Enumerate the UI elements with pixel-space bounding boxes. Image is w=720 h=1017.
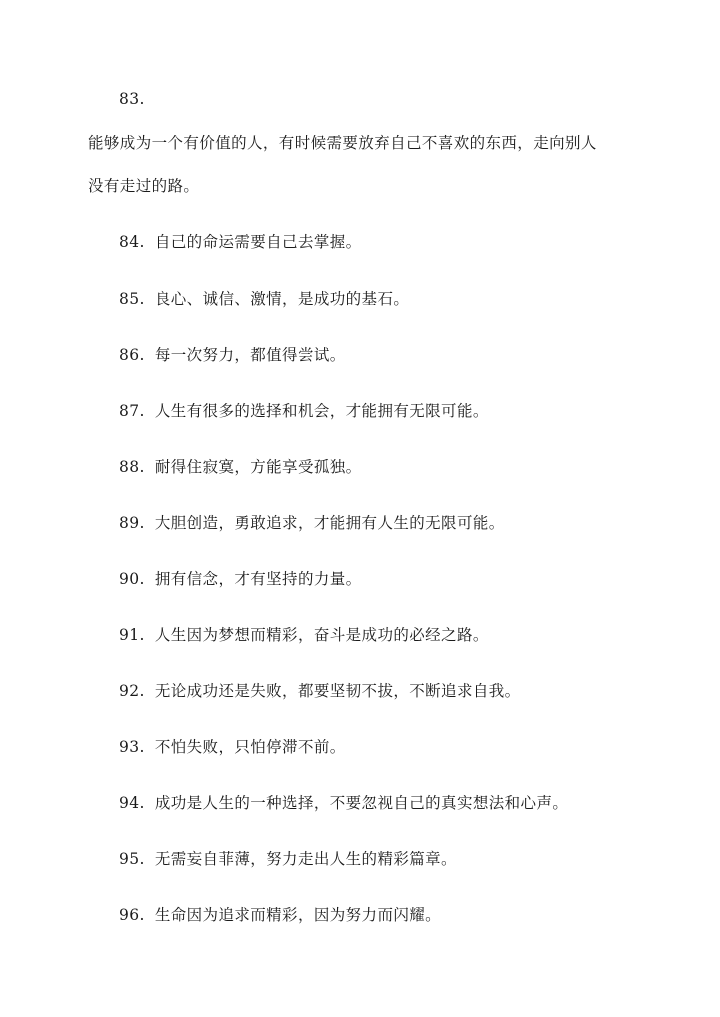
item-text: 成功是人生的一种选择，不要忽视自己的真实想法和心声。 bbox=[154, 794, 569, 812]
list-item-91 bbox=[119, 625, 489, 645]
item-text: 人生因为梦想而精彩，奋斗是成功的必经之路。 bbox=[154, 626, 489, 644]
list-item-84 bbox=[119, 232, 362, 252]
list-item-87 bbox=[119, 401, 489, 421]
item-number: 85. bbox=[119, 290, 145, 308]
list-item-90 bbox=[119, 569, 362, 589]
item-number: 92. bbox=[119, 682, 145, 700]
list-item-96 bbox=[119, 905, 441, 925]
item-text: 不怕失败，只怕停滞不前。 bbox=[154, 738, 346, 756]
list-item-92 bbox=[119, 681, 521, 701]
item-number: 84. bbox=[119, 233, 145, 251]
item-text: 拥有信念，才有坚持的力量。 bbox=[154, 570, 362, 588]
item-text: 良心、诚信、激情，是成功的基石。 bbox=[154, 290, 410, 308]
item-number: 91. bbox=[119, 626, 145, 644]
list-item-94 bbox=[119, 793, 568, 813]
intro-line-2: 没有走过的路。 bbox=[88, 177, 200, 195]
item-number: 93. bbox=[119, 738, 145, 756]
item-number: 96. bbox=[119, 906, 145, 924]
item-number: 87. bbox=[119, 402, 145, 420]
list-item-86 bbox=[119, 345, 346, 365]
list-item-85 bbox=[119, 289, 409, 309]
list-item-93 bbox=[119, 737, 346, 757]
item-text: 自己的命运需要自己去掌握。 bbox=[154, 233, 362, 251]
list-item-89 bbox=[119, 513, 505, 533]
item-number: 89. bbox=[119, 514, 145, 532]
item-number: 86. bbox=[119, 346, 145, 364]
list-item-95 bbox=[119, 849, 457, 869]
item-text: 无论成功还是失败，都要坚韧不拔，不断追求自我。 bbox=[154, 682, 521, 700]
item-number: 95. bbox=[119, 850, 145, 868]
item-text: 耐得住寂寞，方能享受孤独。 bbox=[154, 458, 362, 476]
intro-line-1: 能够成为一个有价值的人，有时候需要放弃自己不喜欢的东西，走向别人 bbox=[88, 134, 597, 152]
item-text: 每一次努力，都值得尝试。 bbox=[154, 346, 346, 364]
list-item-88 bbox=[119, 457, 362, 477]
item-text: 人生有很多的选择和机会，才能拥有无限可能。 bbox=[154, 402, 489, 420]
item-text: 无需妄自菲薄，努力走出人生的精彩篇章。 bbox=[154, 850, 457, 868]
item-number: 88. bbox=[119, 458, 145, 476]
item-text: 大胆创造，勇敢追求，才能拥有人生的无限可能。 bbox=[154, 514, 505, 532]
item-text: 生命因为追求而精彩，因为努力而闪耀。 bbox=[154, 906, 442, 924]
intro-number: 83. bbox=[119, 90, 145, 108]
item-number: 90. bbox=[119, 570, 145, 588]
item-number: 94. bbox=[119, 794, 145, 812]
